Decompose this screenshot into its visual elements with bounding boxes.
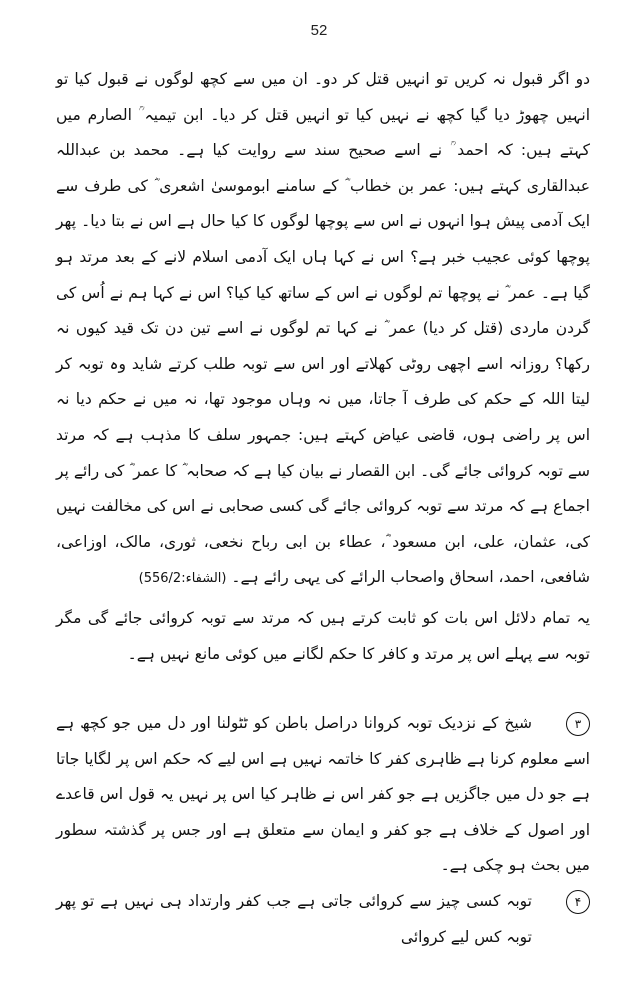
point-number-badge: ۴ — [566, 890, 590, 914]
paragraph-text: دو اگر قبول نہ کریں تو انہیں قتل کر دو۔ ان میں سے کچھ لوگوں نے قبول کیا تو انہیں چھوڑ دیا گیا کچھ نے نہیں کیا تو انہیں قتل کر دیا۔ ابن تیمیہ ؒ الصارم میں کہتے ہیں: کہ احمد ؒ نے اسے صحیح سند سے روایت کیا ہے۔ محمد بن عبداللہ عبدالقاری کہتے ہیں: عمر بن خطاب ؓ کے سامنے ابوموسیٰ اشعری ؓ کی طرف سے ایک آدمی پیش ہوا انہوں نے اس سے پوچھا لوگوں کا کیا حال ہے اس نے بتا دیا۔ پھر پوچھا کوئی عجیب خبر ہے؟ اس نے کہا ہاں ایک آدمی اسلام لانے کے بعد مرتد ہو گیا ہے۔ عمر ؓ نے پوچھا تم لوگوں نے اس کے ساتھ کیا کیا؟ اس نے کہا ہم نے اُس کی گردن ماردی (قتل کر دیا) عمر ؓ نے کہا تم لوگوں نے اسے تین دن تک قید کیوں نہ رکھا؟ روزانہ اسے اچھی روٹی کھلاتے اور اس سے توبہ طلب کرتے شاید وہ توبہ کر لیتا اللہ کے حکم کی طرف آ جاتا، میں نہ وہاں موجود تھا، نہ میں نے حکم دیا نہ اس پر راضی ہوں، قاضی عیاض کہتے ہیں: جمہور سلف کا مذہب ہے کہ مرتد سے توبہ کروائی جائے گی۔ ابن القصار نے بیان کیا ہے کہ صحابہ ؓ کا عمر ؓ کی رائے پر اجماع ہے کہ مرتد سے توبہ کروائی جائے گی کسی صحابی نے اس کی مخالفت نہیں کی، عثمان، علی، ابن مسعود ؓ، عطاء بن ابی رباح نخعی، ثوری، مالک، اوزاعی، شافعی، احمد، اسحاق واصحاب الرائے کی یہی رائے ہے۔ — [56, 70, 590, 587]
numbered-point-3 — [56, 706, 590, 884]
point-text: توبہ کسی چیز سے کروائی جاتی ہے جب کفر وارتداد ہی نہیں ہے تو پھر توبہ کس لیے کروائی — [56, 892, 532, 946]
point-number-badge: ۳ — [566, 712, 590, 736]
paragraph-conclusion: یہ تمام دلائل اس بات کو ثابت کرتے ہیں کہ مرتد سے توبہ کروائی جائے گی مگر توبہ سے پہلے اس پر مرتد و کافر کا حکم لگانے میں کوئی مانع نہیں ہے۔ — [56, 609, 590, 663]
citation-reference: (الشفاء:556/2) — [138, 571, 227, 587]
point-text: شیخ کے نزدیک توبہ کروانا دراصل باطن کو ٹٹولنا اور دل میں جو کچھ ہے اسے معلوم کرنا ہے ظاہری کفر کا خاتمہ نہیں ہے اس لیے کہ حکم اس پر لگایا جاتا ہے جو دل میں جاگزیں ہے جو کفر اس نے ظاہر کیا اس پر نہیں یہ قول اس قاعدے اور اصول کے خلاف ہے جو کفر و ایمان سے متعلق ہے اور جس پر گذشتہ سطور میں بحث ہو چکی ہے۔ — [56, 714, 590, 875]
paragraph-hadith-narration — [56, 62, 590, 597]
numbered-point-4 — [56, 884, 590, 955]
page-number: 52 — [310, 22, 328, 39]
